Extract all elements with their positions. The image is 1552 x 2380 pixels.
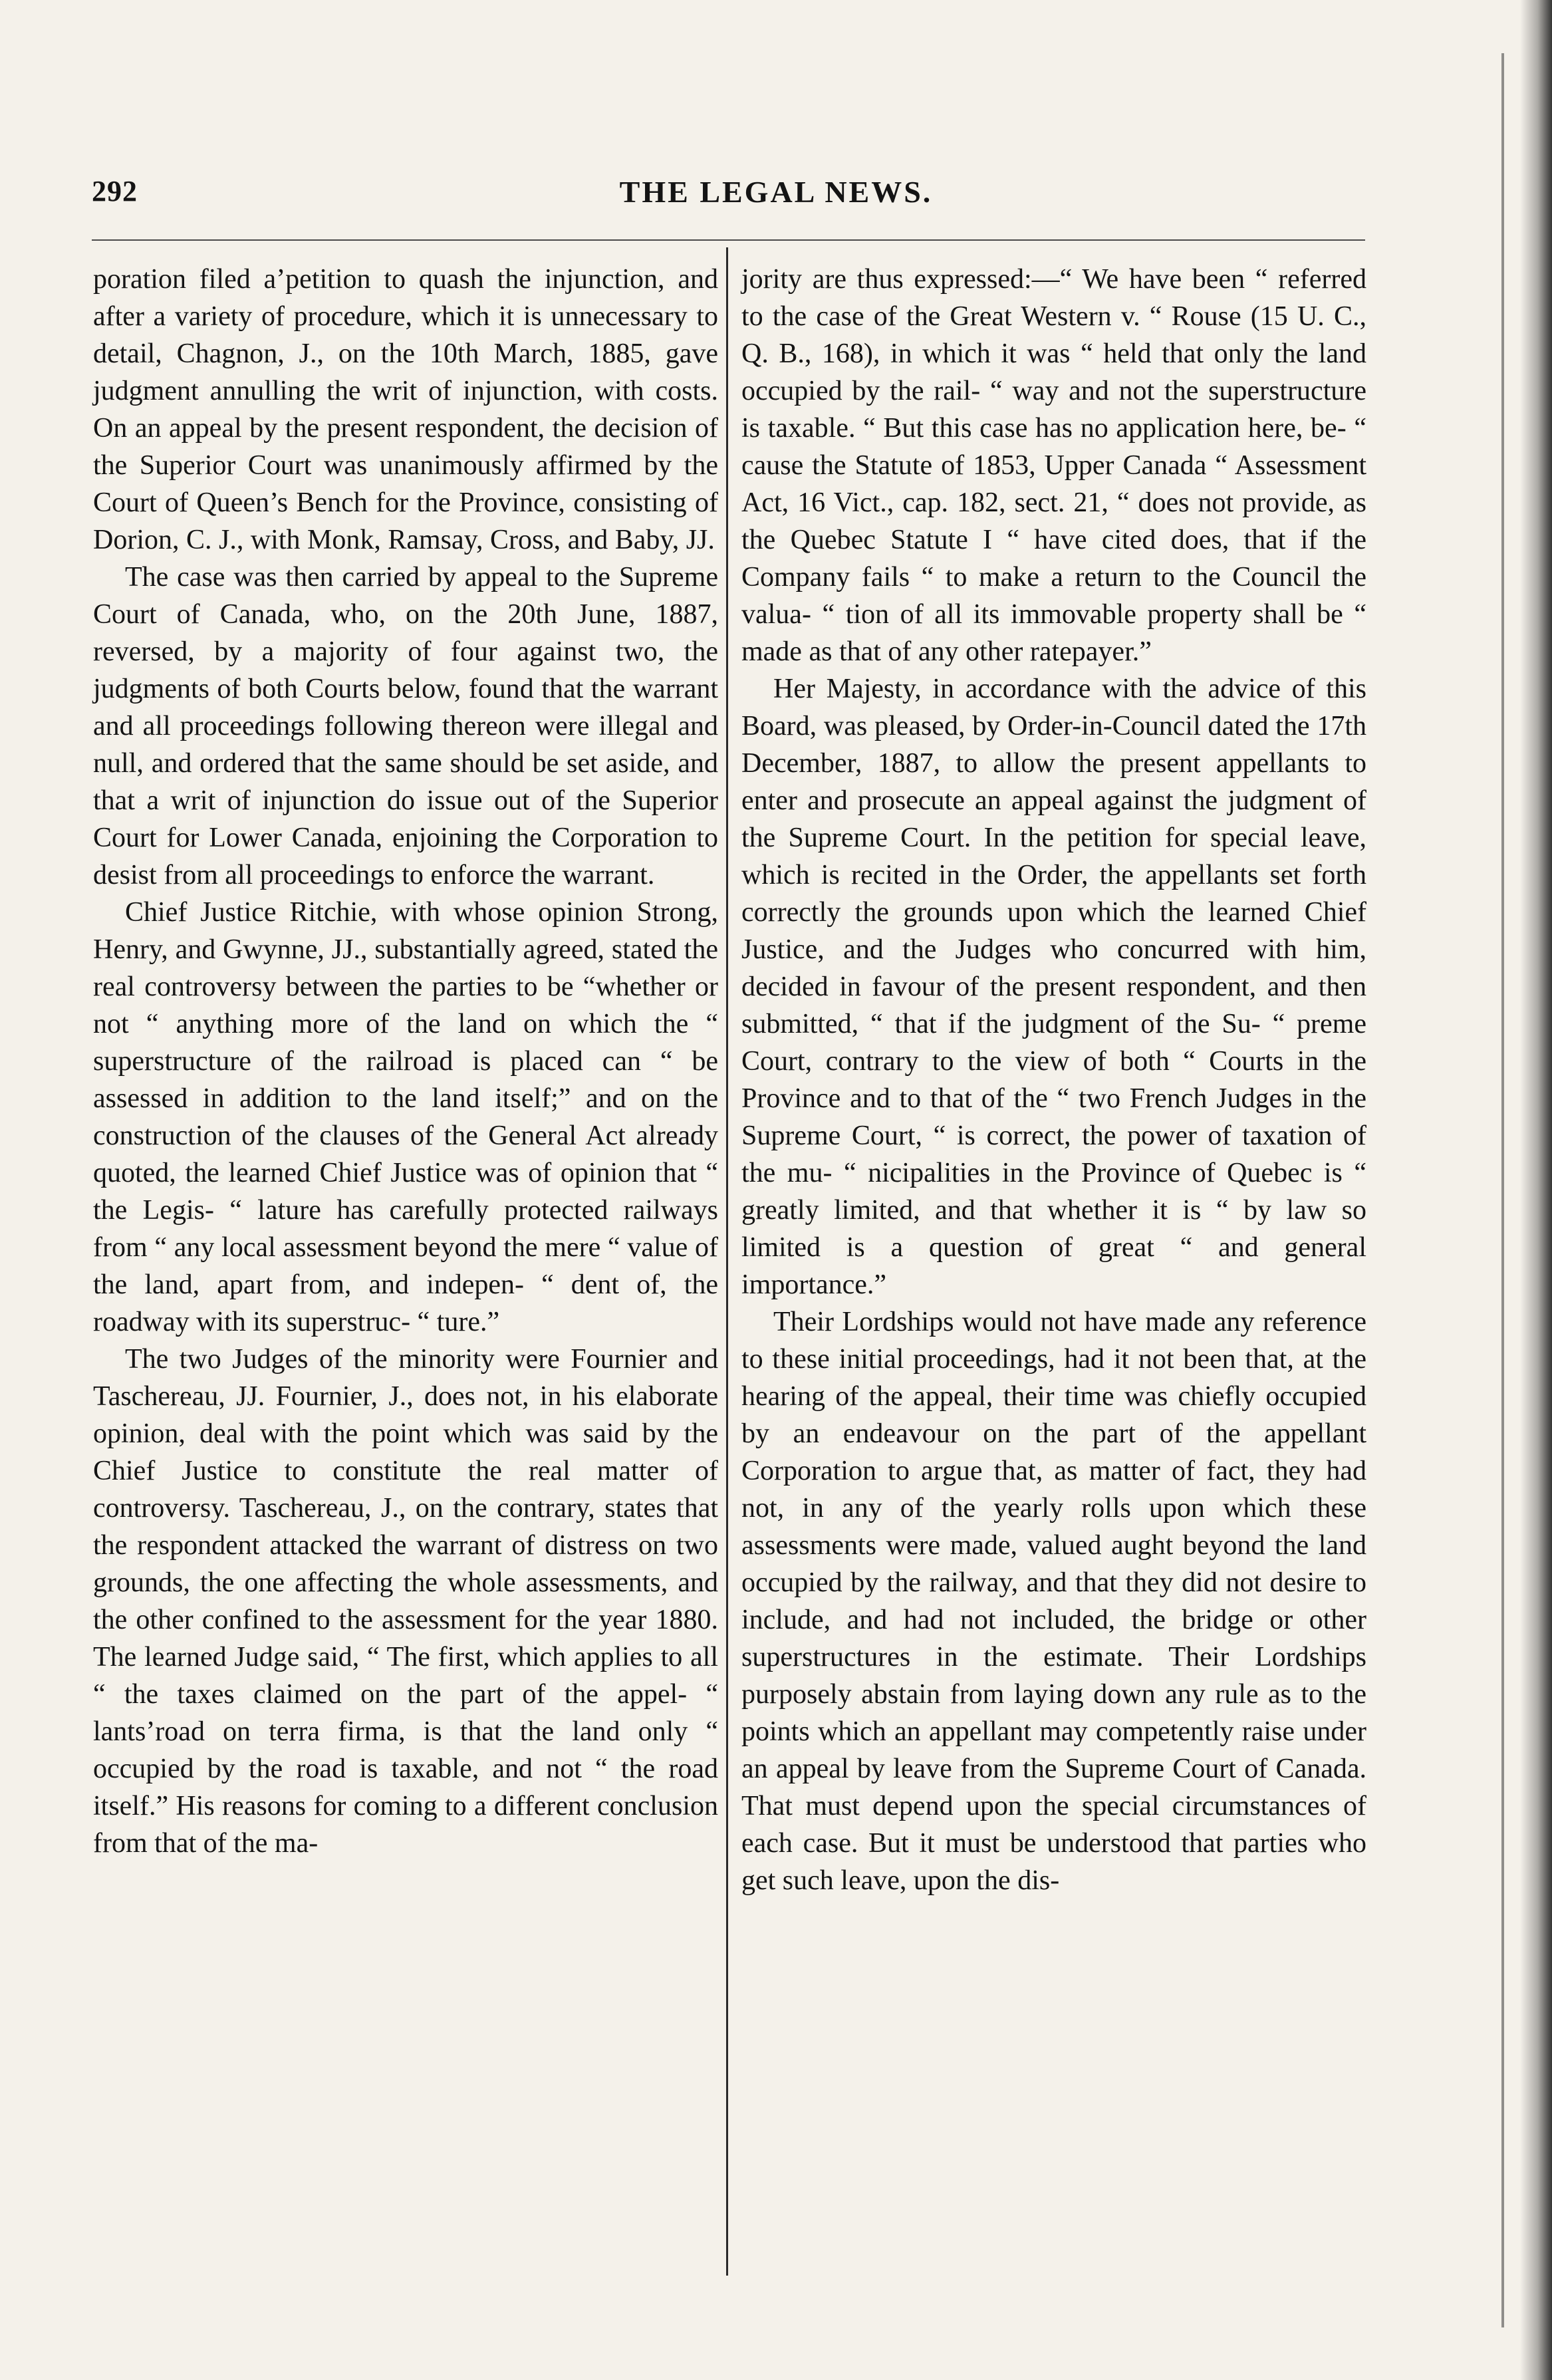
paragraph: poration filed a’petition to quash the injunction, and after a variety of procedure, which it is unnecessary to detail, Chagnon, J., on the 10th March, 1885, gave judgment annulling the writ of injunction, with costs. On an appeal by the present respondent, the decision of the Superior Court was unanimously affirmed by the Court of Queen’s Bench for the Province, consisting of Dorion, C. J., with Monk, Ramsay, Cross, and Baby, JJ. xyxy=(93,264,718,555)
binding-edge-shadow xyxy=(1520,0,1552,2380)
left-column xyxy=(93,261,718,1862)
paragraph: Chief Justice Ritchie, with whose opinion Strong, Henry, and Gwynne, JJ., substantially agreed, stated the real controversy between the parties to be “whether or not “ anything more of the land on which the “ superstructure of the railroad is placed can “ be assessed in addition to the land itself;” and on the construction of the clauses of the General Act already quoted, the learned Chief Justice was of opinion that “ the Legis- “ lature has carefully protected railways from “ any local assessment beyond the mere “ value of the land, apart from, and indepen- “ dent of, the roadway with its superstruc- “ ture.” xyxy=(93,897,718,1337)
paragraph: Their Lordships would not have made any reference to these initial proceedings, had it not been that, at the hearing of the appeal, their time was chiefly occupied by an endeavour on the part of the appellant Corporation to argue that, as matter of fact, they had not, in any of the yearly rolls upon which these assessments were made, valued aught beyond the land occupied by the railway, and that they did not desire to include, and had not included, the bridge or other superstructures in the estimate. Their Lordships purposely abstain from laying down any rule as to the points which an appellant may competently raise under an appeal by leave from the Supreme Court of Canada. That must depend upon the special circumstances of each case. But it must be understood that parties who get such leave, upon the dis- xyxy=(741,1307,1366,1896)
paragraph: The two Judges of the minority were Fournier and Taschereau, JJ. Fournier, J., does not, in his elaborate opinion, deal with the point which was said by the Chief Justice to constitute the real matter of controversy. Taschereau, J., on the contrary, states that the respondent attacked the warrant of distress on two grounds, the one affecting the whole assessments, and the other confined to the assessment for the year 1880. The learned Judge said, “ The first, which applies to all “ the taxes claimed on the part of the appel- “ lants’road on terra firma, is that the land only “ occupied by the road is taxable, and not “ the road itself.” His reasons for coming to a different conclusion from that of the ma- xyxy=(93,1344,718,1859)
column-divider xyxy=(726,247,728,2276)
right-column xyxy=(741,261,1366,1899)
binding-edge-line xyxy=(1501,53,1504,2327)
paragraph: The case was then carried by appeal to the Supreme Court of Canada, who, on the 20th June, 1887, reversed, by a majority of four against two, the judgments of both Courts below, found that the warrant and all proceedings following thereon were illegal and null, and ordered that the same should be set aside, and that a writ of injunction do issue out of the Superior Court for Lower Canada, enjoining the Corporation to desist from all proceedings to enforce the warrant. xyxy=(93,562,718,890)
paragraph: jority are thus expressed:—“ We have been “ referred to the case of the Great Western v. “ Rouse (15 U. C., Q. B., 168), in which it was “ held that only the land occupied by the rail- “ way and not the superstructure is taxable. “ But this case has no application here, be- “ cause the Statute of 1853, Upper Canada “ Assessment Act, 16 Vict., cap. 182, sect. 21, “ does not provide, as the Quebec Statute I “ have cited does, that if the Company fails “ to make a return to the Council the valua- “ tion of all its immovable property shall be “ made as that of any other ratepayer.” xyxy=(741,264,1366,667)
header-rule xyxy=(92,239,1365,241)
page-number: 292 xyxy=(92,175,138,207)
paragraph: Her Majesty, in accordance with the advice of this Board, was pleased, by Order-in-Council dated the 17th December, 1887, to allow the present appellants to enter and prosecute an appeal against the judgment of the Supreme Court. In the petition for special leave, which is recited in the Order, the appellants set forth correctly the grounds upon which the learned Chief Justice, and the Judges who concurred with him, decided in favour of the present respondent, and then submitted, “ that if the judgment of the Su- “ preme Court, contrary to the view of both “ Courts in the Province and to that of the “ two French Judges in the Supreme Court, “ is correct, the power of taxation of the mu- “ nicipalities in the Province of Quebec is “ greatly limited, and that whether it is “ by law so limited is a question of great “ and general importance.” xyxy=(741,674,1366,1300)
running-head: THE LEGAL NEWS. xyxy=(619,175,933,209)
